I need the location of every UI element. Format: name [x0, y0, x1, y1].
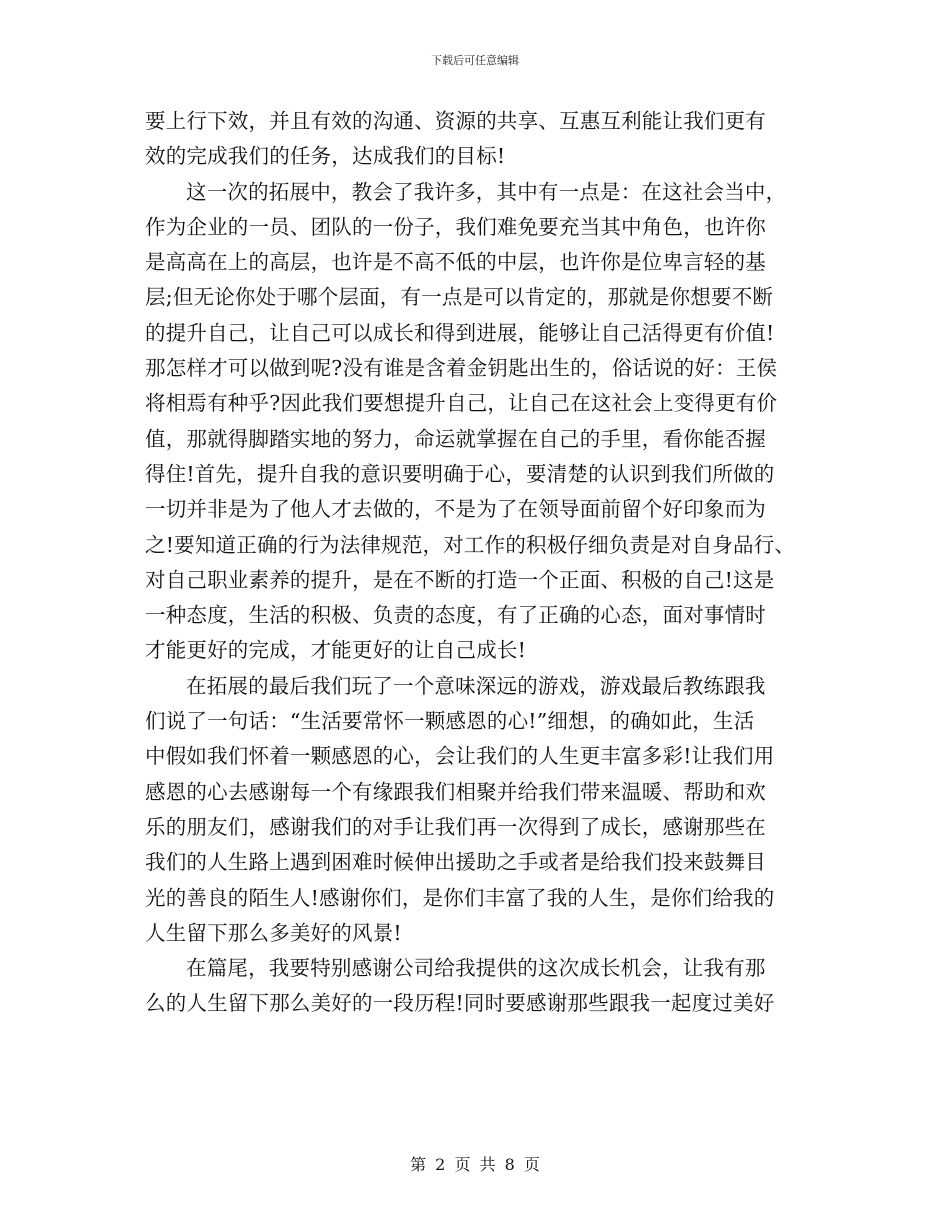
text-line: 将相焉有种乎?因此我们要想提升自己，让自己在这社会上变得更有价: [145, 391, 778, 416]
text-line: 层;但无论你处于哪个层面，有一点是可以肯定的，那就是你想要不断: [145, 285, 774, 310]
text-line: 光的善良的陌生人!感谢你们，是你们丰富了我的人生，是你们给我的: [145, 885, 775, 910]
text-line: 么的人生留下那么美好的一段历程!同时要感谢那些跟我一起度过美好: [145, 991, 775, 1016]
text-line: 得住!首先，提升自我的意识要明确于心，要清楚的认识到我们所做的: [145, 461, 775, 486]
text-line: 我们的人生路上遇到困难时候伸出援助之手或者是给我们投来鼓舞目: [145, 850, 766, 875]
text-line: 乐的朋友们，感谢我们的对手让我们再一次得到了成长，感谢那些在: [145, 814, 766, 839]
text-line: 作为企业的一员、团队的一份子，我们难免要充当其中角色，也许你: [145, 214, 766, 239]
text-line: 值，那就得脚踏实地的努力，命运就掌握在自己的手里，看你能否握: [145, 426, 766, 451]
text-line: 之!要知道正确的行为法律规范，对工作的积极仔细负责是对自身品行、: [145, 532, 796, 557]
text-line: 一切并非是为了他人才去做的，不是为了在领导面前留个好印象而为: [145, 497, 766, 522]
text-line: 那怎样才可以做到呢?没有谁是含着金钥匙出生的，俗话说的好：王侯: [145, 356, 778, 381]
text-line: 的提升自己，让自己可以成长和得到进展，能够让自己活得更有价值!: [145, 320, 775, 345]
text-line: 在拓展的最后我们玩了一个意味深远的游戏，游戏最后教练跟我: [186, 673, 766, 698]
text-line: 对自己职业素养的提升，是在不断的打造一个正面、积极的自己!这是: [145, 567, 775, 592]
text-line: 人生留下那么多美好的风景!: [145, 920, 402, 945]
text-line: 这一次的拓展中，教会了我许多，其中有一点是：在这社会当中，: [186, 179, 787, 204]
text-line: 在篇尾，我要特别感谢公司给我提供的这次成长机会，让我有那: [186, 956, 766, 981]
text-line: 中假如我们怀着一颗感恩的心，会让我们的人生更丰富多彩!让我们用: [145, 744, 775, 769]
text-line: 们说了一句话：“生活要常怀一颗感恩的心!”细想，的确如此，生活: [145, 709, 755, 734]
text-line: 是高高在上的高层，也许是不高不低的中层，也许你是位卑言轻的基: [145, 250, 766, 275]
document-body: [145, 110, 805, 1028]
text-line: 要上行下效，并且有效的沟通、资源的共享、互惠互利能让我们更有: [145, 109, 766, 133]
page-header: 下载后可任意编辑: [431, 54, 519, 67]
text-line: 一种态度，生活的积极、负责的态度，有了正确的心态，面对事情时: [145, 603, 766, 628]
text-line: 感恩的心去感谢每一个有缘跟我们相聚并给我们带来温暖、帮助和欢: [145, 779, 766, 804]
text-line: 才能更好的完成，才能更好的让自己成长!: [145, 638, 527, 663]
text-line: 效的完成我们的任务，达成我们的目标!: [145, 144, 506, 169]
page-footer: 第 2 页 共 8 页: [410, 1155, 540, 1174]
